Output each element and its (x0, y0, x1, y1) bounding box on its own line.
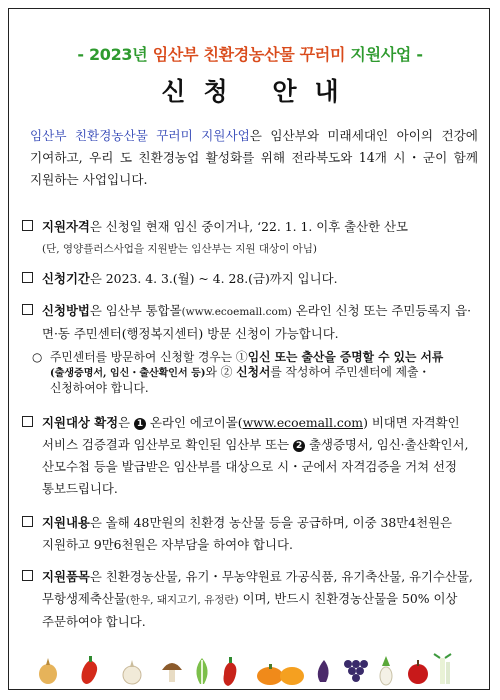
eligibility-text: 은 신청일 현재 임신 중이거나, ‘22. 1. 1. 이후 출산한 산모 (89, 219, 408, 234)
title-tail: 지원사업 (350, 45, 412, 64)
onion-icon (39, 658, 57, 684)
leek-icon (434, 654, 451, 684)
item-products (22, 566, 482, 633)
checkbox-icon (22, 304, 33, 315)
method-sub-text-b: 와 ② (205, 365, 237, 379)
title-year: 2023년 (88, 45, 148, 64)
number-two-icon: 2 (293, 440, 305, 452)
method-label: 신청방법 (42, 303, 90, 318)
number-one-icon: 1 (134, 418, 146, 430)
selection-text-d: 출생증명서, 임신·출산확인서, 산모수첩 등을 발급받은 임산부를 대상으로 시・군에서 자격검증을 거쳐 선정 통보드립니다. (42, 437, 469, 496)
method-sub-small: (출생증명서, 임신・출산확인서 등) (50, 368, 206, 379)
method-sub-text-a: 주민센터를 방문하여 신청할 경우는 ① (50, 350, 248, 364)
checkbox-icon (22, 516, 33, 527)
selection-url[interactable]: www.ecoemall.com (242, 415, 364, 430)
checkbox-icon (22, 416, 33, 427)
products-small: (한우, 돼지고기, 유정란) (125, 594, 239, 606)
item-period (22, 268, 482, 289)
eligibility-note: (단, 영양플러스사업을 지원받는 임산부는 지원 대상이 아님) (42, 243, 317, 255)
products-label: 지원품목 (42, 569, 90, 584)
item-content (22, 512, 482, 556)
title-dash-left: - (77, 45, 84, 64)
method-sub-bold-a: 임신 또는 출산을 증명할 수 있는 서류 (247, 350, 444, 364)
content-label: 지원내용 (42, 515, 90, 530)
pepper-icon (82, 656, 98, 684)
checkbox-icon (22, 220, 33, 231)
selection-label: 지원대상 확정 (42, 415, 119, 430)
eligibility-label: 지원자격 (42, 219, 90, 234)
selection-text-a: 은 (118, 415, 135, 430)
method-sub-bold-b: 신청서 (236, 365, 271, 379)
bullet-circle-icon: ○ (32, 350, 43, 364)
period-text: 은 2023. 4. 3.(월) ~ 4. 28.(금)까지 입니다. (89, 271, 338, 286)
apple-icon (408, 660, 428, 684)
products-text-a: 은 친환경농산물, 유기・무농약원료 가공식품, 유기축산물, 유기수산물, 무항생제축산물 (42, 569, 473, 606)
pumpkin-icon (257, 664, 304, 685)
eggplant-icon (318, 660, 329, 682)
checkbox-icon (22, 570, 33, 581)
products-text-b: 이며, 반드시 친환경농산물을 50% 이상 주문하여야 합니다. (42, 591, 458, 629)
radish-icon (380, 656, 392, 685)
checkbox-icon (22, 272, 33, 283)
content-text: 은 올해 48만원의 친환경 농산물 등을 공급하며, 이중 38만4천원은 지원하고 9만6천원은 자부담을 하여야 합니다. (42, 515, 453, 552)
selection-text-c: ) 비대면 자격확인 서비스 검증결과 임산부로 확인된 임산부 또는 (42, 415, 460, 452)
item-eligibility (22, 216, 482, 260)
garlic-icon (123, 660, 141, 684)
title-main: 임산부 친환경농산물 꾸러미 (152, 45, 346, 64)
method-sub-note (32, 350, 482, 396)
pepper-icon (224, 657, 237, 686)
grapes-icon (344, 660, 368, 682)
mushroom-icon (162, 663, 182, 682)
title-dash-right: - (416, 45, 423, 64)
method-sub-text-c: 를 작성하여 주민센터에 제출・신청하여야 합니다. (50, 365, 431, 395)
page-title (0, 42, 500, 65)
produce-illustration (30, 652, 470, 686)
produce-decoration (30, 652, 470, 686)
method-text-b: 온라인 신청 또는 주민등록지 읍·면·동 주민센터(행정복지센터) 방문 신청이 가능합니다. (42, 303, 472, 341)
item-method (22, 300, 482, 344)
method-text-a: 은 임산부 통합몰 (89, 303, 182, 318)
cabbage-icon (196, 658, 207, 684)
intro-paragraph (30, 125, 478, 191)
method-url[interactable]: (www.ecoemall.com) (181, 306, 292, 318)
page-subtitle: 신청 안내 (161, 77, 357, 106)
item-selection (22, 412, 482, 500)
period-label: 신청기간 (42, 271, 90, 286)
selection-text-b: 온라인 에코이몰( (146, 415, 243, 430)
intro-text: 은 임산부와 미래세대인 아이의 건강에 기여하고, 우리 도 친환경농업 활성화를 위해 전라북도와 14개 시・군이 함께 지원하는 사업입니다. (30, 128, 478, 187)
intro-highlight: 임산부 친환경농산물 꾸러미 지원사업 (30, 128, 250, 143)
